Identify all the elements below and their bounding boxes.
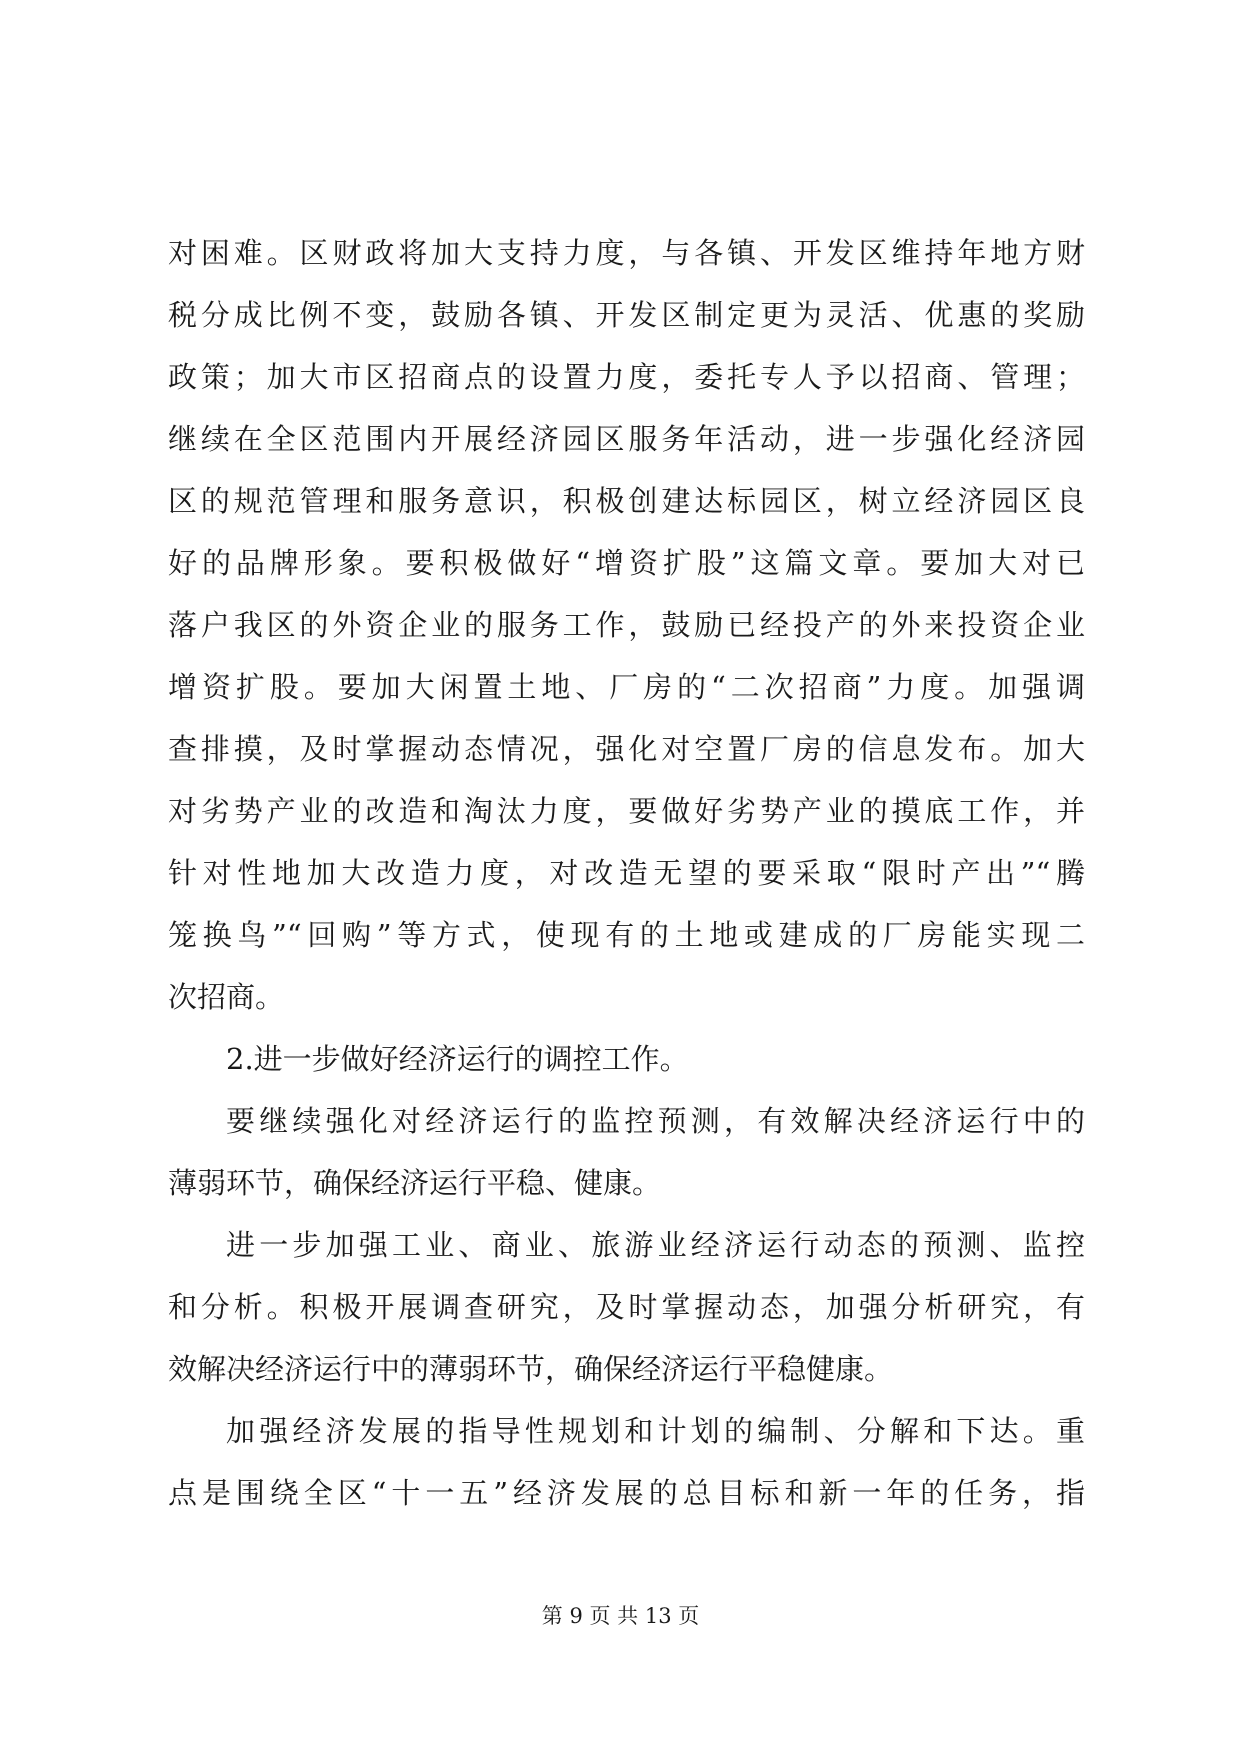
page-number-footer: 第 9 页 共 13 页 [541, 1604, 700, 1628]
text-line: 加强经济发展的指导性规划和计划的编制、分解和下达。重 [226, 1414, 1085, 1448]
text-line: 针对性地加大改造力度，对改造无望的要采取“限时产出”“腾 [168, 856, 1085, 890]
text-line: 对困难。区财政将加大支持力度，与各镇、开发区维持年地方财 [168, 236, 1085, 270]
text-line: 区的规范管理和服务意识，积极创建达标园区，树立经济园区良 [168, 484, 1085, 518]
text-line: 增资扩股。要加大闲置土地、厂房的“二次招商”力度。加强调 [168, 670, 1085, 704]
text-line: 继续在全区范围内开展经济园区服务年活动，进一步强化经济园 [168, 422, 1085, 456]
text-line: 进一步加强工业、商业、旅游业经济运行动态的预测、监控 [226, 1228, 1085, 1262]
text-line: 笼换鸟”“回购”等方式，使现有的土地或建成的厂房能实现二 [168, 918, 1085, 952]
text-line: 薄弱环节，确保经济运行平稳、健康。 [168, 1166, 662, 1200]
document-body [168, 233, 1085, 1535]
text-line: 和分析。积极开展调查研究，及时掌握动态，加强分析研究，有 [168, 1290, 1085, 1324]
section-heading: 2.进一步做好经济运行的调控工作。 [226, 1042, 689, 1076]
text-line: 次招商。 [168, 980, 285, 1014]
text-line: 税分成比例不变，鼓励各镇、开发区制定更为灵活、优惠的奖励 [168, 298, 1085, 332]
text-line: 查排摸，及时掌握动态情况，强化对空置厂房的信息发布。加大 [168, 732, 1085, 766]
text-line: 要继续强化对经济运行的监控预测，有效解决经济运行中的 [226, 1104, 1085, 1138]
text-line: 政策；加大市区招商点的设置力度，委托专人予以招商、管理； [168, 360, 1085, 394]
text-line: 对劣势产业的改造和淘汰力度，要做好劣势产业的摸底工作，并 [168, 794, 1085, 828]
text-line: 点是围绕全区“十一五”经济发展的总目标和新一年的任务，指 [168, 1476, 1085, 1510]
text-line: 效解决经济运行中的薄弱环节，确保经济运行平稳健康。 [168, 1352, 894, 1386]
text-line: 落户我区的外资企业的服务工作，鼓励已经投产的外来投资企业 [168, 608, 1085, 642]
text-line: 好的品牌形象。要积极做好“增资扩股”这篇文章。要加大对已 [168, 546, 1085, 580]
